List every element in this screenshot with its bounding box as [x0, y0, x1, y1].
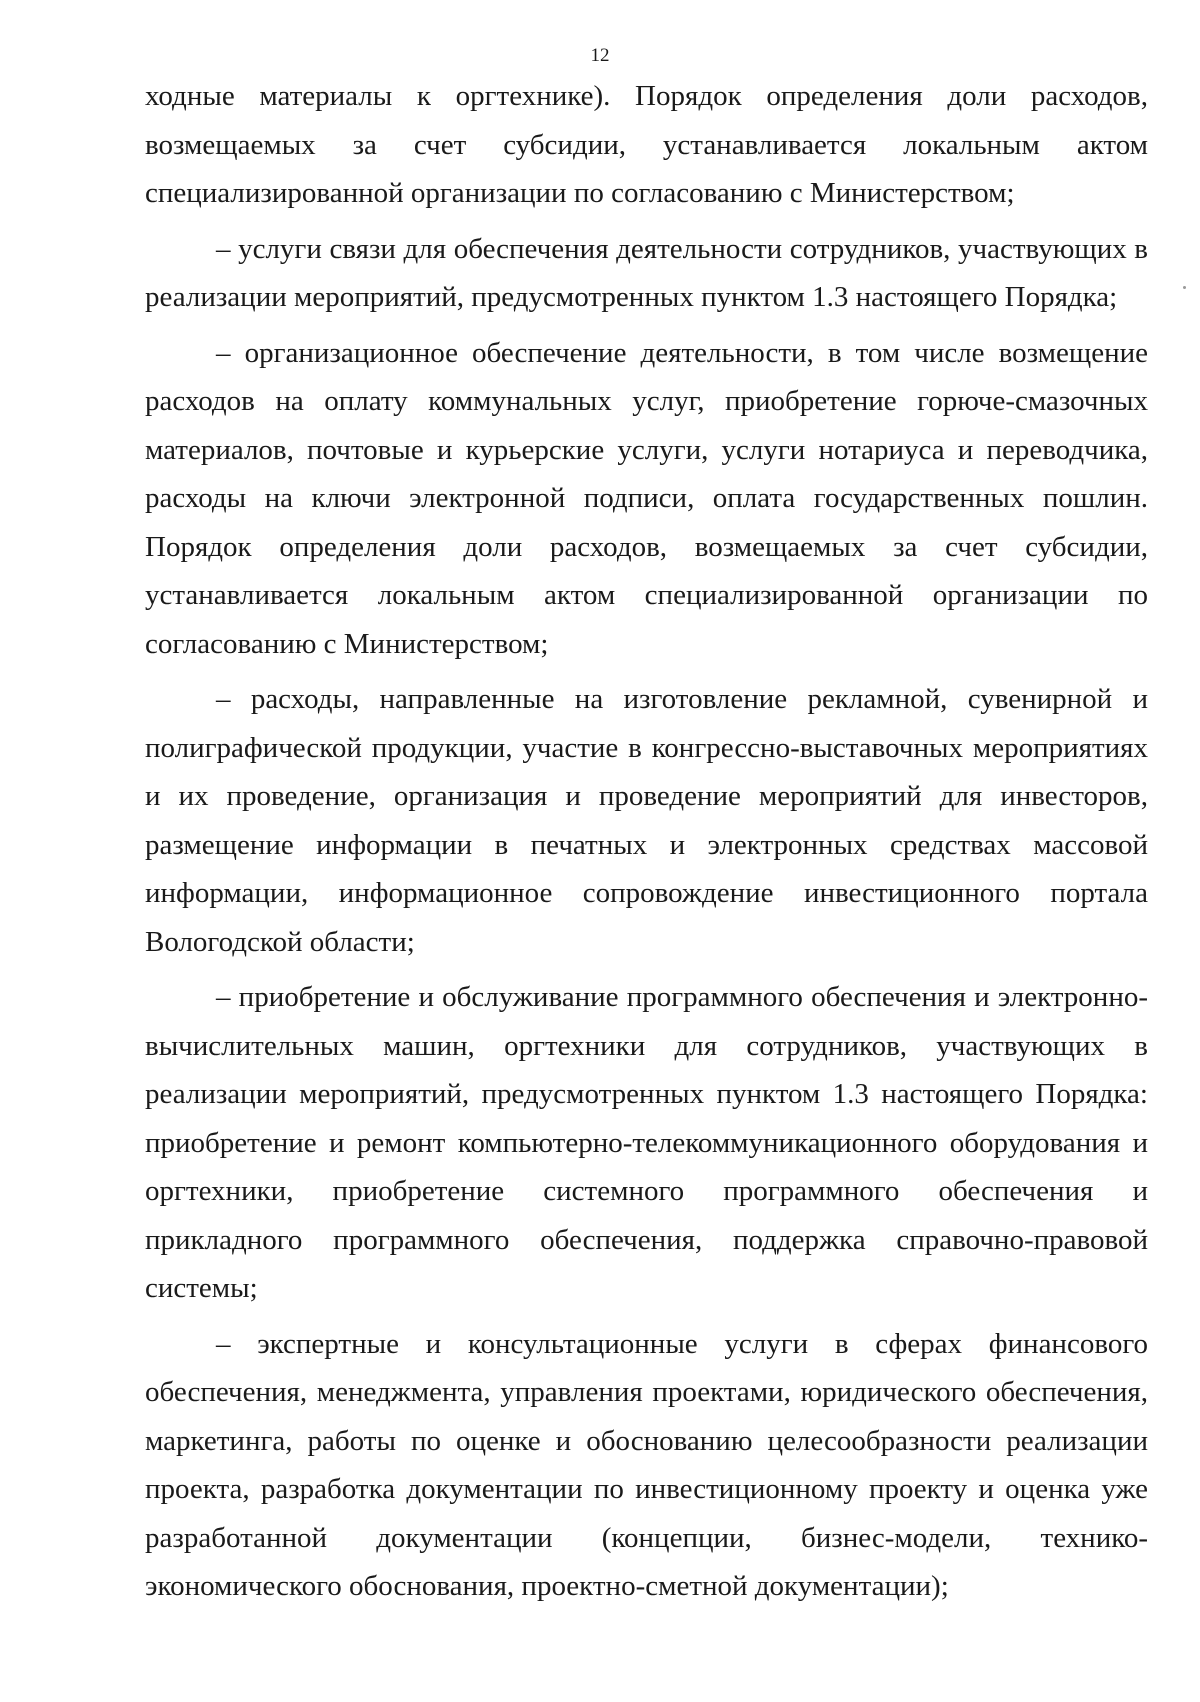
paragraph-software-hardware: – приобретение и обслуживание программного обеспечения и электронно-вычислительных машин, оргтехники для сотрудников, участвующих в реализации мероприятий, предусмотренных пунктом 1.3 настоящего Порядка: приобретение и ремонт компьютерно-телекоммуникационного оборудования и оргтехники, приобретение системного программного обеспечения и прикладного программного обеспечения, поддержка справочно-правовой системы;: [145, 981, 1148, 1304]
scan-speck: [1183, 286, 1186, 289]
document-body: [145, 72, 1148, 1611]
paragraph-expert-consulting: – экспертные и консультационные услуги в сферах финансового обеспечения, менеджмента, управления проектами, юридического обеспечения, маркетинга, работы по оценке и обоснованию целесообразности реализации проекта, разработка документации по инвестиционному проекту и оценка уже разработанной документации (концепции, бизнес-модели, технико-экономического обоснования, проектно-сметной документации);: [145, 1327, 1148, 1602]
paragraph-communication-services: – услуги связи для обеспечения деятельности сотрудников, участвующих в реализации мероприятий, предусмотренных пунктом 1.3 настоящего Порядка;: [145, 232, 1148, 313]
paragraph-advertising-expenses: – расходы, направленные на изготовление рекламной, сувенирной и полиграфической продукции, участие в конгрессно-выставочных мероприятиях и их проведение, организация и проведение мероприятий для инвесторов, размещение информации в печатных и электронных средствах массовой информации, информационное сопровождение инвестиционного портала Вологодской области;: [145, 683, 1148, 958]
paragraph-organizational-support: – организационное обеспечение деятельности, в том числе возмещение расходов на оплату коммунальных услуг, приобретение горюче-смазочных материалов, почтовые и курьерские услуги, услуги нотариуса и переводчика, расходы на ключи электронной подписи, оплата государственных пошлин. Порядок определения доли расходов, возмещаемых за счет субсидии, устанавливается локальным актом специализированной организации по согласованию с Министерством;: [145, 336, 1148, 660]
page-number: 12: [590, 45, 610, 66]
paragraph-continuation: ходные материалы к оргтехнике). Порядок определения доли расходов, возмещаемых за счет субсидии, устанавливается локальным актом специализированной организации по согласованию с Министерством;: [145, 80, 1148, 209]
